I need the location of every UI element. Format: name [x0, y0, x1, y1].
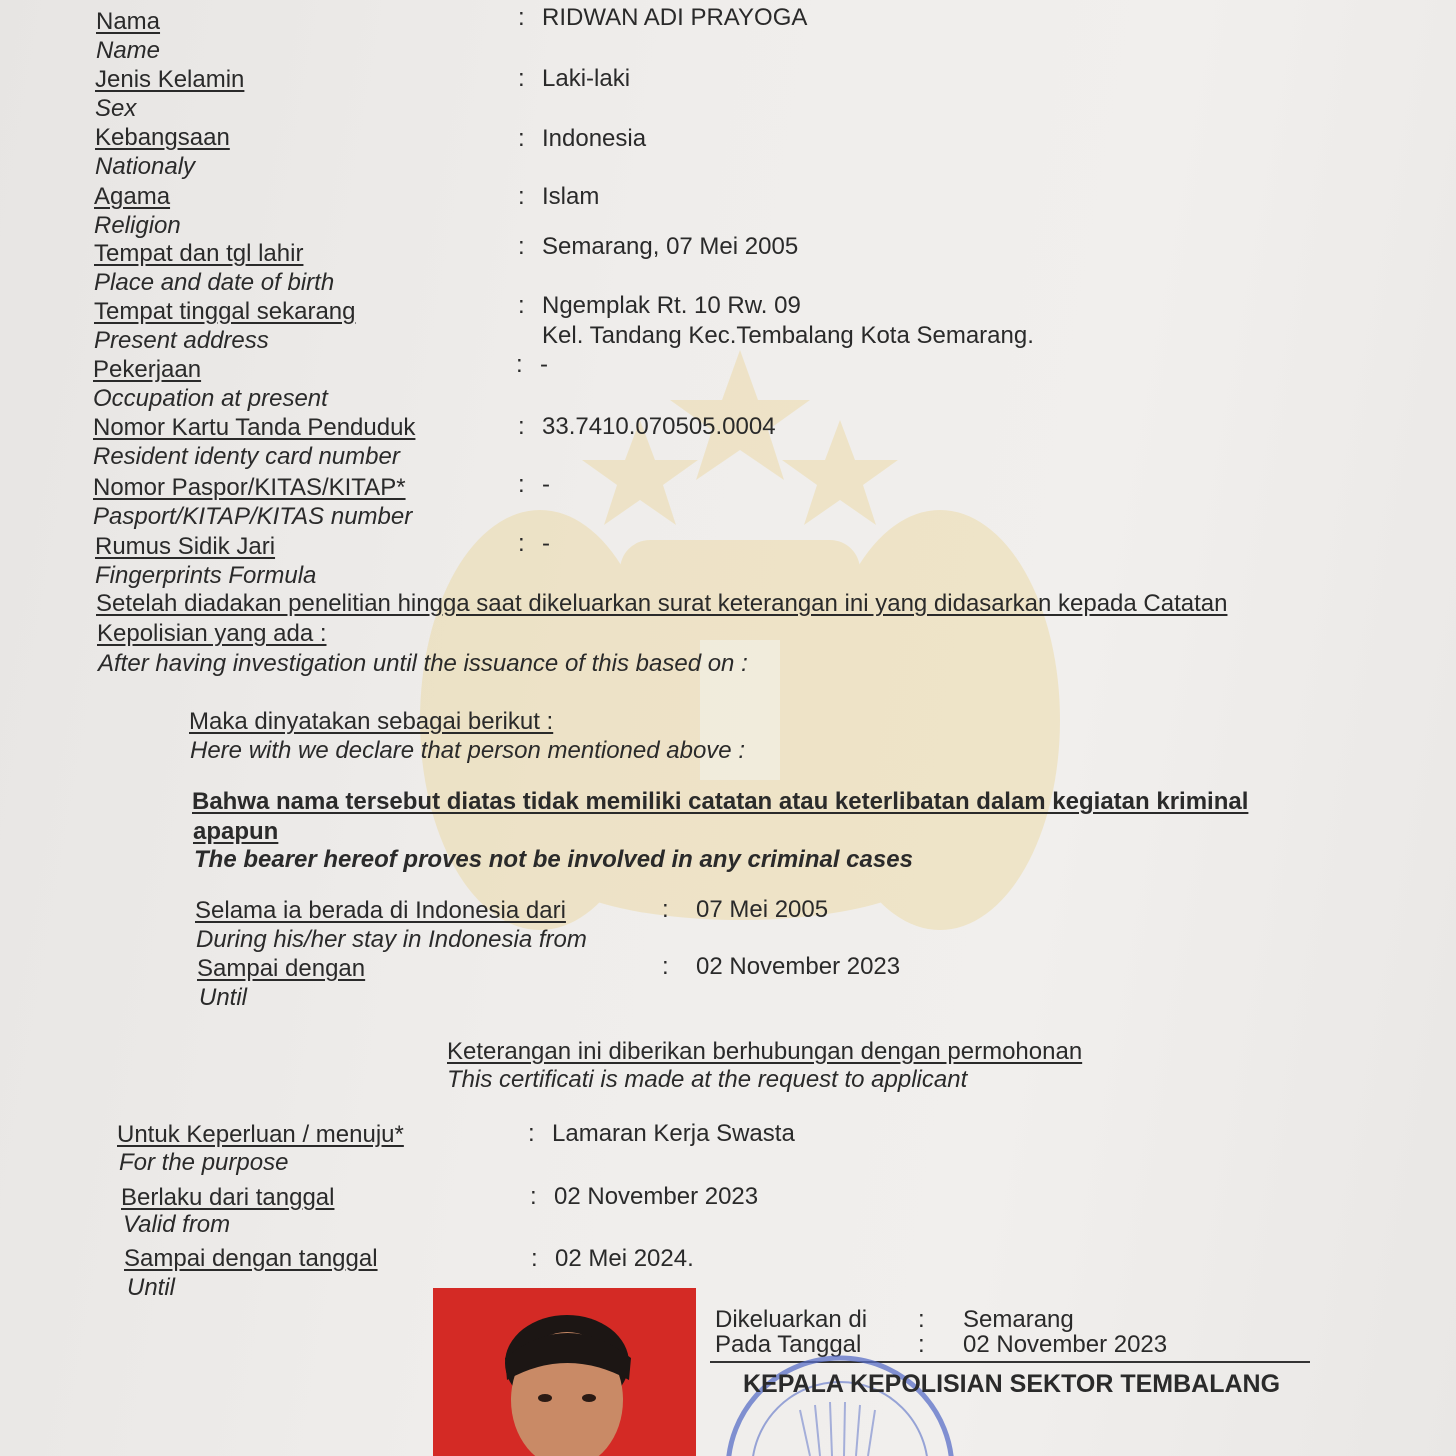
- investigation-text-line2: Kepolisian yang ada :: [97, 620, 327, 647]
- issued-place-label: Dikeluarkan di: [715, 1306, 868, 1333]
- field-label-en-pasport-kitap-kitas-number: Pasport/KITAP/KITAS number: [93, 503, 413, 530]
- statement-text-line1: Bahwa nama tersebut diatas tidak memiliki catatan atau keterlibatan dalam kegiatan kriminal: [192, 788, 1249, 815]
- request-text-en: This certificati is made at the request to applicant: [447, 1066, 968, 1093]
- field-label-sex: Jenis Kelamin: [95, 66, 245, 93]
- issued-date-label: Pada Tanggal: [715, 1331, 862, 1358]
- field-label-resident-identy-card-number: Nomor Kartu Tanda Penduduk: [93, 414, 416, 441]
- valid-from-label: Berlaku dari tanggal: [121, 1184, 335, 1211]
- valid-until-colon: :: [531, 1245, 538, 1272]
- field-label-en-resident-identy-card-number: Resident identy card number: [93, 443, 400, 470]
- field-label-place-and-date-of-birth: Tempat dan tgl lahir: [94, 240, 304, 267]
- field-label-en-present-address: Present address: [94, 327, 269, 354]
- field-label-en-fingerprints-formula: Fingerprints Formula: [95, 562, 317, 589]
- field-colon-name: :: [518, 4, 525, 31]
- field-colon-pasport-kitap-kitas-number: :: [518, 471, 525, 498]
- stay-from-colon: :: [662, 896, 669, 923]
- declare-text: Maka dinyatakan sebagai berikut :: [189, 708, 554, 735]
- stay-until-label-en: Until: [199, 984, 248, 1011]
- field-label-en-occupation-at-present: Occupation at present: [93, 385, 328, 412]
- field-label-en-place-and-date-of-birth: Place and date of birth: [94, 269, 335, 296]
- field-value-pasport-kitap-kitas-number: -: [542, 471, 550, 498]
- field-value-occupation-at-present: -: [540, 351, 548, 378]
- request-text: Keterangan ini diberikan berhubungan dengan permohonan: [447, 1038, 1083, 1065]
- issued-place-value: Semarang: [963, 1306, 1074, 1333]
- field-colon-place-and-date-of-birth: :: [518, 233, 525, 260]
- declare-text-en: Here with we declare that person mentioned above :: [190, 737, 745, 764]
- field-label-fingerprints-formula: Rumus Sidik Jari: [95, 533, 276, 560]
- valid-until-label-en: Until: [127, 1274, 176, 1301]
- field-colon-sex: :: [518, 65, 525, 92]
- field-colon-occupation-at-present: :: [516, 351, 523, 378]
- police-seal-icon: [700, 1350, 1000, 1456]
- field-label-en-nationaly: Nationaly: [95, 153, 196, 180]
- stay-until-colon: :: [662, 953, 669, 980]
- authority-title: KEPALA KEPOLISIAN SEKTOR TEMBALANG: [743, 1370, 1281, 1398]
- field-value-place-and-date-of-birth: Semarang, 07 Mei 2005: [542, 233, 799, 260]
- field-label-occupation-at-present: Pekerjaan: [93, 356, 202, 383]
- field-colon-nationaly: :: [518, 125, 525, 152]
- applicant-photo: [433, 1288, 696, 1456]
- field-label-present-address: Tempat tinggal sekarang: [94, 298, 356, 325]
- field-value-sex: Laki-laki: [542, 65, 631, 92]
- stay-from-value: 07 Mei 2005: [696, 896, 829, 923]
- field-label-en-sex: Sex: [95, 95, 137, 122]
- valid-until-value: 02 Mei 2024.: [555, 1245, 694, 1272]
- valid-from-value: 02 November 2023: [554, 1183, 759, 1210]
- field-label-nationaly: Kebangsaan: [95, 124, 230, 151]
- valid-until-label: Sampai dengan tanggal: [124, 1245, 378, 1272]
- field-colon-resident-identy-card-number: :: [518, 413, 525, 440]
- field-value2-present-address: Kel. Tandang Kec.Tembalang Kota Semarang.: [542, 322, 1034, 349]
- valid-from-colon: :: [530, 1183, 537, 1210]
- issued-date-colon: :: [918, 1331, 925, 1358]
- stay-until-value: 02 November 2023: [696, 953, 901, 980]
- purpose-value: Lamaran Kerja Swasta: [552, 1120, 795, 1147]
- investigation-text-line1: Setelah diadakan penelitian hingga saat dikeluarkan surat keterangan ini yang didasarkan kepada Catatan: [96, 590, 1228, 617]
- field-label-name: Nama: [96, 8, 161, 35]
- purpose-label: Untuk Keperluan / menuju*: [117, 1121, 404, 1148]
- field-label-pasport-kitap-kitas-number: Nomor Paspor/KITAS/KITAP*: [93, 474, 406, 501]
- issued-place-colon: :: [918, 1306, 925, 1333]
- investigation-text-en: After having investigation until the issuance of this based on :: [98, 650, 748, 677]
- field-value-nationaly: Indonesia: [542, 125, 647, 152]
- stay-until-label: Sampai dengan: [197, 955, 366, 982]
- stay-from-label: Selama ia berada di Indonesia dari: [195, 897, 566, 924]
- field-value-religion: Islam: [542, 183, 600, 210]
- field-colon-religion: :: [518, 183, 525, 210]
- field-colon-fingerprints-formula: :: [518, 530, 525, 557]
- field-value-present-address: Ngemplak Rt. 10 Rw. 09: [542, 292, 801, 319]
- field-label-en-religion: Religion: [94, 212, 181, 239]
- field-value-fingerprints-formula: -: [542, 530, 550, 557]
- official-stamp: [700, 1350, 1000, 1456]
- stay-from-label-en: During his/her stay in Indonesia from: [196, 926, 587, 953]
- field-value-name: RIDWAN ADI PRAYOGA: [542, 4, 808, 31]
- field-colon-present-address: :: [518, 292, 525, 319]
- person-portrait-icon: [433, 1288, 696, 1456]
- field-value-resident-identy-card-number: 33.7410.070505.0004: [542, 413, 776, 440]
- purpose-colon: :: [528, 1120, 535, 1147]
- valid-from-label-en: Valid from: [123, 1211, 231, 1238]
- issued-date-value: 02 November 2023: [963, 1331, 1168, 1358]
- field-label-religion: Agama: [94, 183, 171, 210]
- statement-text-en: The bearer hereof proves not be involved in any criminal cases: [194, 846, 913, 873]
- purpose-label-en: For the purpose: [119, 1149, 289, 1176]
- field-label-en-name: Name: [96, 37, 161, 64]
- statement-text-line2: apapun: [193, 818, 279, 845]
